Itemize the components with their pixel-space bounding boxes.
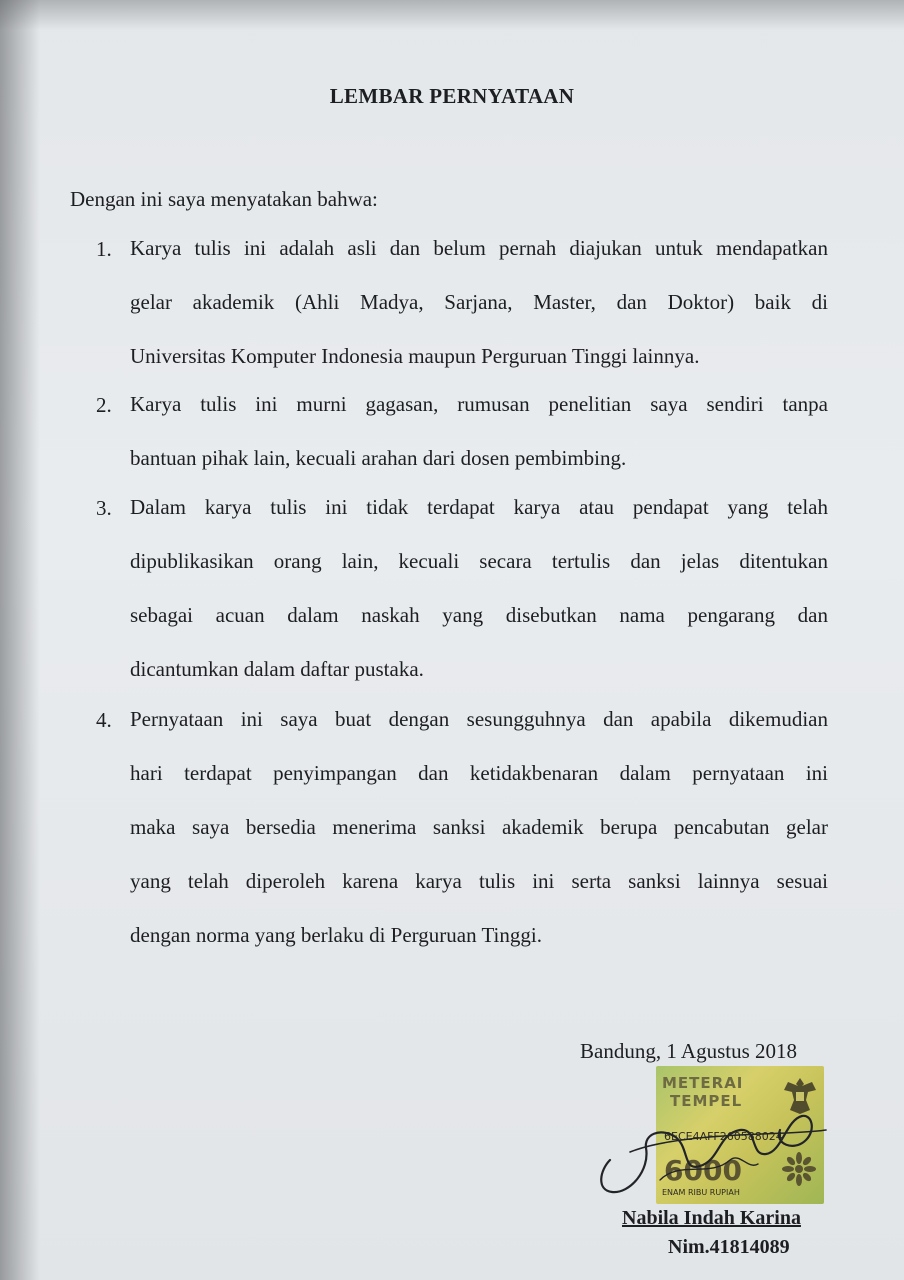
item-line: Dalam karya tulis ini tidak terdapat karya atau pendapat yang telah <box>130 495 828 519</box>
intro-text: Dengan ini saya menyatakan bahwa: <box>70 187 378 211</box>
item-line: dipublikasikan orang lain, kecuali secara tertulis dan jelas ditentukan <box>130 549 828 573</box>
item-line: maka saya bersedia menerima sanksi akademik berupa pencabutan gelar <box>130 815 828 839</box>
stamp-label: METERAI <box>662 1074 744 1092</box>
item-line: dicantumkan dalam daftar pustaka. <box>130 657 424 681</box>
statement-item-1 <box>96 237 828 399</box>
stamp-value: 6000 <box>664 1154 742 1187</box>
stamp-label: TEMPEL <box>670 1092 743 1110</box>
item-number: 1. <box>96 237 112 261</box>
item-line: Pernyataan ini saya buat dengan sesungguhnya dan apabila dikemudian <box>130 707 828 731</box>
page-title: LEMBAR PERNYATAAN <box>329 84 575 108</box>
page-shadow-top <box>0 0 904 30</box>
item-line: hari terdapat penyimpangan dan ketidakbenaran dalam pernyataan ini <box>130 761 828 785</box>
item-number: 4. <box>96 708 112 732</box>
signer-name: Nabila Indah Karina <box>622 1207 801 1229</box>
item-line: bantuan pihak lain, kecuali arahan dari dosen pembimbing. <box>130 446 627 470</box>
statement-item-4 <box>96 708 828 978</box>
item-number: 3. <box>96 496 112 520</box>
item-line: gelar akademik (Ahli Madya, Sarjana, Master, dan Doktor) baik di <box>130 290 828 314</box>
statement-item-3 <box>96 496 828 712</box>
statement-item-2 <box>96 393 828 501</box>
stamp-value-words: ENAM RIBU RUPIAH <box>662 1188 740 1197</box>
place-date: Bandung, 1 Agustus 2018 <box>580 1039 798 1063</box>
item-line: Karya tulis ini murni gagasan, rumusan penelitian saya sendiri tanpa <box>130 392 828 416</box>
signer-nim: Nim.41814089 <box>668 1236 790 1258</box>
item-line: Universitas Komputer Indonesia maupun Perguruan Tinggi lainnya. <box>130 344 700 368</box>
handwritten-signature <box>590 1090 830 1210</box>
item-line: Karya tulis ini adalah asli dan belum pernah diajukan untuk mendapatkan <box>130 236 828 260</box>
item-line: yang telah diperoleh karena karya tulis ini serta sanksi lainnya sesuai <box>130 869 828 893</box>
item-number: 2. <box>96 393 112 417</box>
item-line: sebagai acuan dalam naskah yang disebutkan nama pengarang dan <box>130 603 828 627</box>
page-shadow-left <box>0 0 40 1280</box>
stamp-serial: 6ECE4AFF260588024 <box>664 1130 783 1143</box>
item-line: dengan norma yang berlaku di Perguruan Tinggi. <box>130 923 542 947</box>
